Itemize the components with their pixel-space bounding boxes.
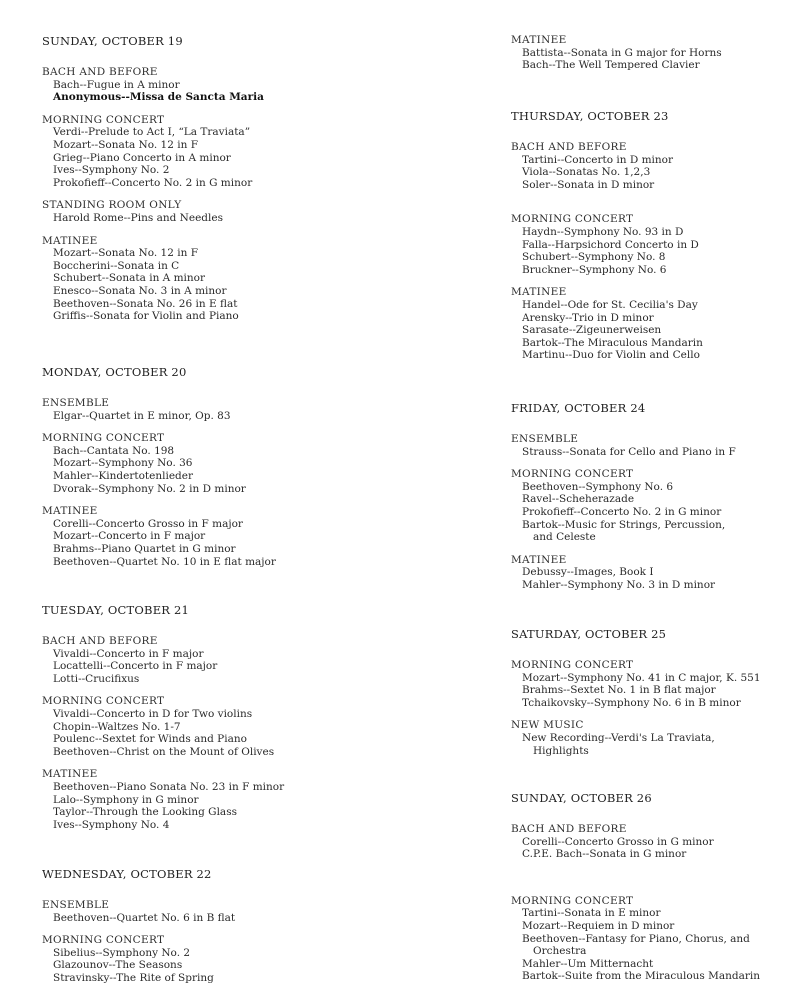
section-matinee (42, 768, 422, 831)
program-item: Mozart--Symphony No. 41 in C major, K. 551 (522, 671, 761, 684)
program-item: Ives--Symphony No. 4 (53, 818, 170, 831)
day-block-wednesday-oct-22 (42, 867, 422, 985)
program-item: Prokofieff--Concerto No. 2 in G minor (53, 176, 253, 189)
program-item: Lotti--Crucifixus (53, 672, 140, 685)
day-title: THURSDAY, OCTOBER 23 (511, 109, 669, 123)
section-matinee (511, 34, 791, 72)
program-item: Falla--Harpsichord Concerto in D (522, 238, 699, 251)
program-item: Sarasate--Zigeunerweisen (522, 324, 662, 337)
program-item: Elgar--Quartet in E minor, Op. 83 (53, 409, 231, 422)
program-item: Bach--Cantata No. 198 (53, 444, 175, 457)
program-item: Bartok--The Miraculous Mandarin (522, 336, 703, 349)
program-item: Mozart--Symphony No. 36 (53, 457, 193, 470)
program-item: Locattelli--Concerto in F major (53, 660, 218, 673)
program-item: Mahler--Kindertotenlieder (53, 469, 194, 482)
day-block-tuesday-oct-21 (42, 603, 422, 831)
program-item: Beethoven--Christ on the Mount of Olives (53, 745, 275, 758)
section-heading: ENSEMBLE (42, 397, 110, 409)
section-morning-concert (511, 659, 791, 709)
section-heading: BACH AND BEFORE (511, 823, 627, 835)
section-heading: MORNING CONCERT (42, 432, 165, 445)
day-block-thursday-oct-23 (511, 109, 791, 362)
program-item: Chopin--Waltzes No. 1-7 (53, 720, 181, 733)
day-title: SATURDAY, OCTOBER 25 (511, 627, 667, 641)
program-item: Prokofieff--Concerto No. 2 in G minor (522, 505, 722, 518)
program-item: Schubert--Symphony No. 8 (522, 251, 666, 264)
program-item: Harold Rome--Pins and Needles (53, 211, 223, 224)
program-item: Corelli--Concerto Grosso in G minor (522, 835, 714, 848)
section-heading: MORNING CONCERT (42, 934, 165, 947)
section-heading: MATINEE (511, 553, 567, 566)
section-heading: BACH AND BEFORE (42, 66, 158, 78)
program-item: Battista--Sonata in G major for Horns (522, 46, 722, 59)
section-ensemble (42, 397, 422, 422)
section-heading: MATINEE (511, 34, 567, 46)
program-item: Strauss--Sonata for Cello and Piano in F (522, 445, 736, 458)
program-item: Ives--Symphony No. 2 (53, 164, 170, 177)
program-item: Tchaikovsky--Symphony No. 6 in B minor (522, 696, 741, 709)
section-morning-concert (42, 114, 422, 190)
section-heading: MORNING CONCERT (42, 113, 165, 126)
program-item: Handel--Ode for St. Cecilia's Day (522, 298, 698, 311)
program-item: Vivaldi--Concerto in D for Two violins (53, 707, 253, 720)
section-morning-concert (511, 213, 791, 276)
program-item: Mozart--Sonata No. 12 in F (53, 247, 198, 260)
program-item: Glazounov--The Seasons (53, 959, 183, 972)
program-item: Beethoven--Quartet No. 6 in B flat (53, 911, 236, 924)
program-item: Dvorak--Symphony No. 2 in D minor (53, 482, 246, 495)
program-item: C.P.E. Bach--Sonata in G minor (522, 848, 687, 861)
section-ensemble (511, 433, 791, 458)
program-item: Arensky--Trio in D minor (522, 311, 654, 324)
program-item: Corelli--Concerto Grosso in F major (53, 517, 243, 530)
program-item: Brahms--Sextet No. 1 in B flat major (522, 684, 716, 697)
program-item: Martinu--Duo for Violin and Cello (522, 349, 700, 362)
section-heading: BACH AND BEFORE (42, 635, 158, 647)
section-heading: MATINEE (42, 234, 98, 247)
section-heading: MORNING CONCERT (511, 659, 634, 671)
program-item: Haydn--Symphony No. 93 in D (522, 225, 684, 238)
day-title: SUNDAY, OCTOBER 19 (42, 34, 183, 48)
program-item: Lalo--Symphony in G minor (53, 793, 199, 806)
program-item: Anonymous--Missa de Sancta Maria (53, 91, 264, 104)
section-heading: BACH AND BEFORE (511, 141, 627, 153)
day-block-sunday-oct-19 (42, 34, 422, 323)
program-item: Bach--The Well Tempered Clavier (522, 59, 700, 72)
program-item: Viola--Sonatas No. 1,2,3 (522, 166, 651, 179)
section-heading: MATINEE (42, 505, 98, 518)
day-block-saturday-oct-25 (511, 627, 791, 757)
section-bach-and-before (511, 141, 791, 191)
program-item: Bach--Fugue in A minor (53, 78, 180, 91)
section-standing-room-only (42, 199, 422, 224)
day-title: WEDNESDAY, OCTOBER 22 (42, 867, 212, 881)
program-item: Bartok--Music for Strings, Percussion, (522, 518, 726, 531)
program-item: Soler--Sonata in D minor (522, 178, 655, 191)
program-item: Tartini--Concerto in D minor (522, 153, 674, 166)
program-item: Debussy--Images, Book I (522, 566, 654, 579)
section-morning-concert (42, 432, 422, 495)
program-item: New Recording--Verdi's La Traviata, (522, 731, 715, 744)
section-morning-concert (42, 934, 422, 984)
section-heading: MATINEE (42, 768, 98, 781)
program-item: Beethoven--Quartet No. 10 in E flat major (53, 555, 276, 568)
program-item: Orchestra (533, 945, 587, 958)
program-item: Enesco--Sonata No. 3 in A minor (53, 284, 227, 297)
section-matinee (42, 505, 422, 568)
section-bach-and-before (42, 635, 422, 685)
program-item: Bartok--Suite from the Miraculous Mandarin (522, 970, 761, 983)
program-item: Highlights (533, 744, 589, 757)
section-matinee (511, 554, 791, 592)
program-item: Beethoven--Piano Sonata No. 23 in F minor (53, 780, 285, 793)
section-matinee (42, 235, 422, 323)
program-item: Poulenc--Sextet for Winds and Piano (53, 733, 247, 746)
program-item: Beethoven--Sonata No. 26 in E flat (53, 297, 238, 310)
section-morning-concert (511, 468, 791, 544)
program-item: Stravinsky--The Rite of Spring (53, 971, 214, 984)
program-item: Boccherini--Sonata in C (53, 259, 180, 272)
program-item: Griffis--Sonata for Violin and Piano (53, 310, 239, 323)
program-item: Taylor--Through the Looking Glass (53, 806, 237, 819)
day-title: MONDAY, OCTOBER 20 (42, 365, 187, 379)
program-item: Mozart--Concerto in F major (53, 530, 206, 543)
program-item: Mahler--Symphony No. 3 in D minor (522, 578, 716, 591)
section-ensemble (42, 899, 422, 924)
section-new-music (511, 719, 791, 757)
program-item: Bruckner--Symphony No. 6 (522, 263, 667, 276)
section-morning-concert (42, 695, 422, 758)
section-morning-concert (511, 895, 791, 983)
section-heading: MORNING CONCERT (511, 213, 634, 226)
program-item: Beethoven--Symphony No. 6 (522, 480, 674, 493)
day-block-monday-oct-20 (42, 365, 422, 568)
section-bach-and-before (42, 66, 422, 104)
day-block-sunday-oct-26 (511, 791, 791, 983)
section-bach-and-before (511, 823, 791, 861)
program-item: Ravel--Scheherazade (522, 493, 635, 506)
program-item: Mozart--Sonata No. 12 in F (53, 138, 198, 151)
program-item: Schubert--Sonata in A minor (53, 272, 206, 285)
day-block-friday-oct-24 (511, 401, 791, 592)
section-heading: ENSEMBLE (42, 899, 110, 911)
section-heading: ENSEMBLE (511, 433, 579, 445)
section-heading: MORNING CONCERT (511, 468, 634, 481)
section-matinee (511, 286, 791, 362)
program-item: Grieg--Piano Concerto in A minor (53, 151, 231, 164)
section-heading: MORNING CONCERT (511, 894, 634, 907)
program-item: Mozart--Requiem in D minor (522, 919, 675, 932)
program-item: and Celeste (533, 531, 596, 544)
section-heading: MORNING CONCERT (42, 695, 165, 708)
program-item: Mahler--Um Mitternacht (522, 957, 654, 970)
program-item: Verdi--Prelude to Act I, “La Traviata” (53, 126, 251, 139)
program-item: Tartini--Sonata in E minor (522, 907, 661, 920)
program-item: Sibelius--Symphony No. 2 (53, 946, 191, 959)
program-item: Beethoven--Fantasy for Piano, Chorus, and (522, 932, 750, 945)
section-heading: NEW MUSIC (511, 719, 584, 732)
day-title: TUESDAY, OCTOBER 21 (42, 603, 190, 617)
day-title: FRIDAY, OCTOBER 24 (511, 401, 646, 415)
day-title: SUNDAY, OCTOBER 26 (511, 791, 652, 805)
program-item: Brahms--Piano Quartet in G minor (53, 542, 236, 555)
day-block-continued (511, 34, 791, 72)
program-item: Vivaldi--Concerto in F major (53, 647, 204, 660)
section-heading: STANDING ROOM ONLY (42, 199, 182, 212)
section-heading: MATINEE (511, 286, 567, 299)
